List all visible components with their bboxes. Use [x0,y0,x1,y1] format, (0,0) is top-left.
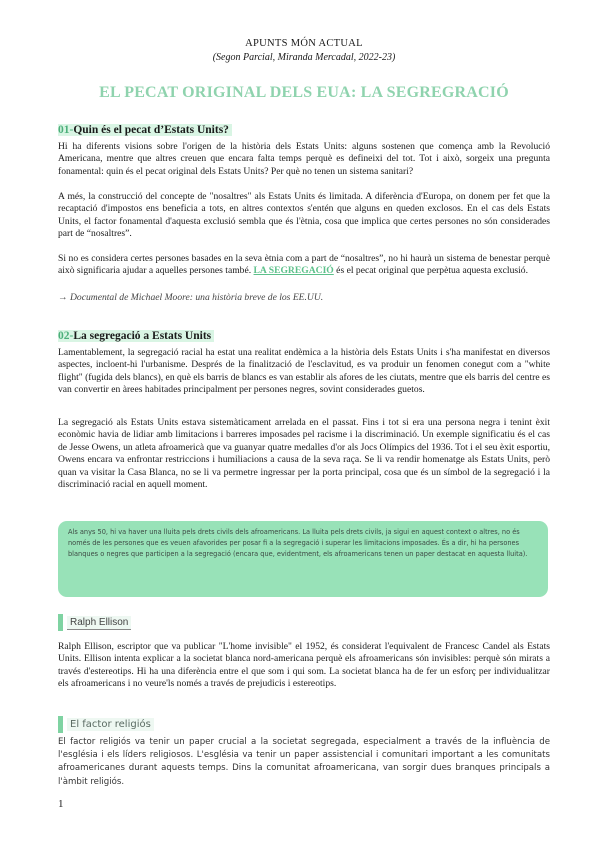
section-2-paragraph-2: La segregació als Estats Units estava sistemàticament arrelada en el passat. Fins i tot si era una persona negra i tenint èxit econòmic havia de lidiar amb limitacions i barreres imposades pel racisme i la discriminació. Un exemple significatiu és el cas de Jesse Owens, un atleta afroamericà que va guanyar quatre medalles d'or als Jocs Olímpics del 1936. Tot i el seu èxit esportiu, Owens encara va enfrontar restriccions i humiliacions a causa de la seva raça. Se li va rendir homenatge als Estats Units, però quan va visitar la Casa Blanca, no se li va permetre ingressar per la porta principal, cosa que és un símbol de la segregació i la discriminació racial en aquell moment. [58,417,550,491]
header-title: APUNTS MÓN ACTUAL [245,38,363,49]
documentary-citation: → Documental de Michael Moore: una història breve de los EE.UU. [58,292,324,303]
religious-factor-title: El factor religiós [67,718,154,731]
section-2-title: La segregació a Estats Units [73,330,214,342]
section-1-heading [58,124,232,136]
civil-rights-quote-box: Als anys 50, hi va haver una lluita pels drets civils dels afroamericans. La lluita pels drets civils, ja sigui en aquest context o altres, no és només de les persones que es veuen afavorides per posar fi a la segregació i superar les limitacions imposades. És a dir, hi ha persones blanques o negres que participen a la segregació (encara que, evidentment, els afroamericans tenen un paper destacat en aquesta lluita). [58,521,548,597]
section-1-paragraph-1: Hi ha diferents visions sobre l'origen de la història dels Estats Units: alguns sostenen que comença amb la Revolució Americana, mentre que altres creuen que encara falta temps perquè es defineixi del tot. Tot i això, sorgeix una pregunta fonamental: quin és el pecat original dels Estats Units? Per què no tenen un sistema sanitari? [58,141,550,177]
section-1-paragraph-3: Si no es considera certes persones basades en la seva ètnia com a part de “nosaltres”, no hi haurà un sistema de benestar perquè això significaria ajudar a aquelles persones també. LA SEGREGACIÓ és el pecat original que perpètua aquesta exclusió. [58,253,550,277]
page-number: 1 [58,798,64,810]
segregation-highlight: LA SEGREGACIÓ [253,265,334,277]
religious-factor-heading [58,716,154,733]
section-1-number: 01- [58,124,74,136]
main-title: EL PECAT ORIGINAL DELS EUA: LA SEGREGRACIÓ [99,84,509,101]
ralph-ellison-paragraph: Ralph Ellison, escriptor que va publicar "L'home invisible" el 1952, és considerat l'equivalent de Francesc Candel als Estats Units. Ellison intenta explicar a la societat blanca nord-americana perquè els afroamericans són invisibles: perquè són mirats a través d'estereotips. Hi ha una diferència entre el que som i qui som. La societat blanca ha de fer un esforç per individualitzar els afroamericans i no veure'ls només a través de prejudicis i estereotips. [58,641,550,690]
section-2-heading [58,330,214,342]
ralph-ellison-title: Ralph Ellison [67,616,131,630]
section-1-paragraph-2: A més, la construcció del concepte de "nosaltres" als Estats Units és limitada. A diferència d'Europa, on donem per fet que la recaptació d'impostos ens beneficia a tots, en altres contextos s'entén que alguns en queden exclosos. En el cas dels Estats Units, el factor fonamental d'aquesta exclusió sembla que és l'ètnia, cosa que implica que certes persones no són considerades part de “nosaltres”. [58,191,550,240]
ralph-ellison-heading [58,614,131,631]
section-1-title: Quin és el pecat d’Estats Units? [73,124,232,136]
heading-accent-bar [58,614,63,631]
heading-accent-bar [58,716,63,733]
religious-factor-paragraph: El factor religiós va tenir un paper crucial a la societat segregada, especialment a través de la influència de l'església i els líders religiosos. L'església va tenir un paper assistencial i comunitari important a les comunitats afroamericanes durant aquests temps. Dins la comunitat afroamericana, van sorgir dues branques principals a l'àmbit religiós. [58,737,550,787]
section-2-paragraph-1: Lamentablement, la segregació racial ha estat una realitat endèmica a la història dels Estats Units i s'ha manifestat en diversos aspectes, incloent-hi l'urbanisme. Després de la finalització de l'esclavitud, es va produir un fenomen conegut com a "white flight" (fugida dels blancs), en què els barris de blancs es van establir als afores de les ciutats, mentre que els barris del centre es van convertir en àrees habitades principalment per persones negres, sovint considerades guetos. [58,347,550,396]
section-2-number: 02- [58,330,74,342]
header-subtitle: (Segon Parcial, Miranda Mercadal, 2022-23) [212,52,396,63]
